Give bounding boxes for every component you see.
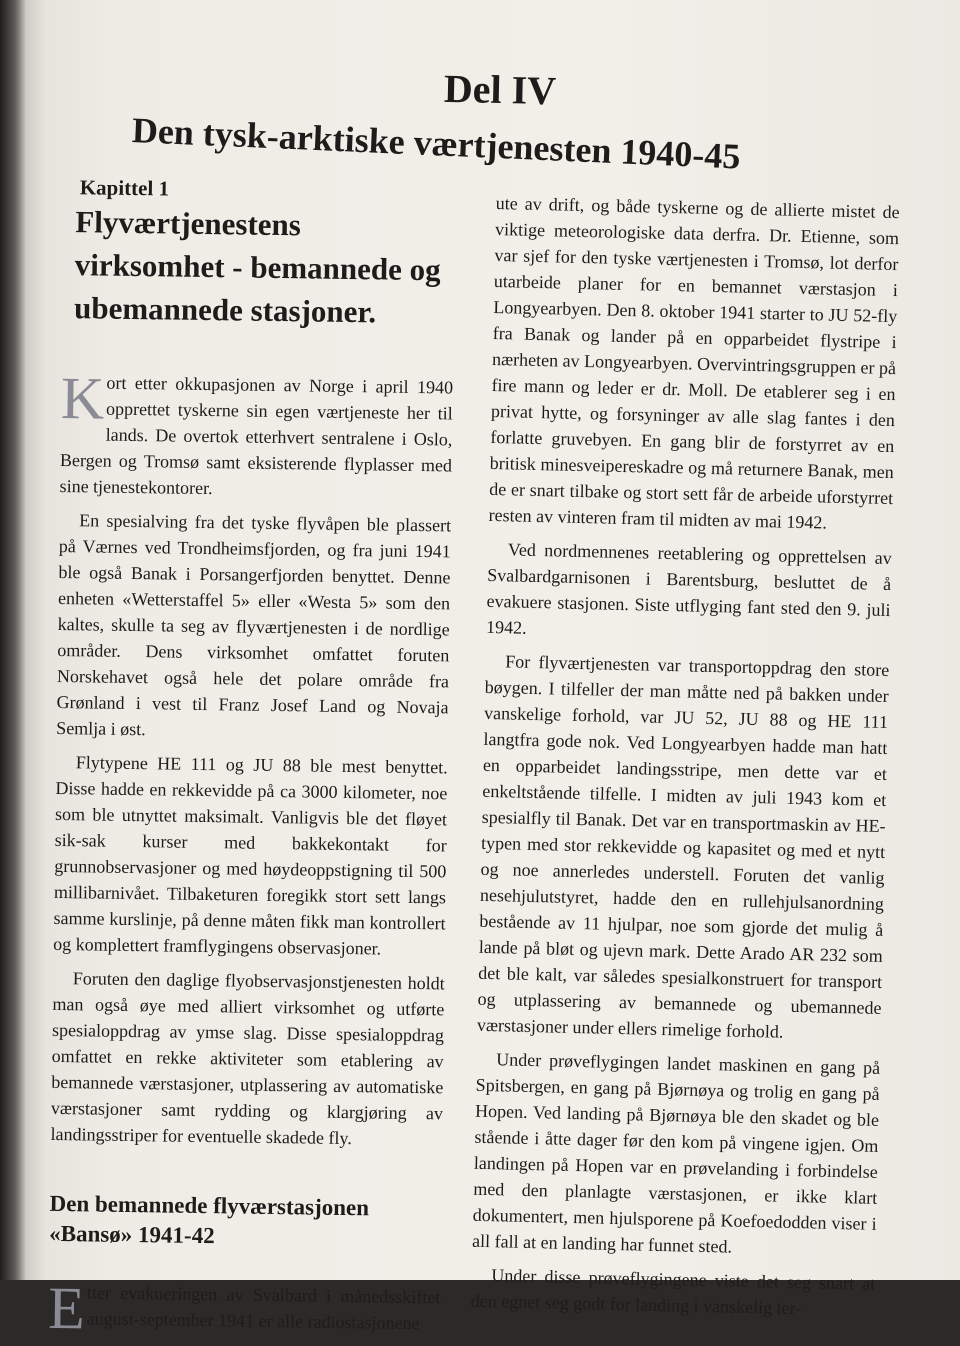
right-column xyxy=(470,190,900,1331)
part-title: Del IV xyxy=(443,65,557,114)
paragraph: For flyværtjenesten var transportoppdrag den store bøygen. I tilfeller der man måtte ned på bakken under vanskelige forhold, var JU 52, JU 88 og HE 111 langtfra gode nok. Ved Longyearbyen hadde man hatt en opparbeidet landingsstripe, men dette var et enkeltstående tilfelle. I midten av juli 1943 kom et spesialfly til Banak. Det var en transportmaskin av HE-typen med stor rekkevidde og kapasitet og med et nytt og noe annerledes understell. Foruten det vanlig nesehjulutstyret, hadde den en rullehjulsanordning bestående av 11 hjulpar, noe som gjorde det mulig å lande på bløt og ujevn mark. Dette Arado AR 232 som det ble kalt, var således spesialkonstruert for transport og utplassering av bemannede og ubemannede værstasjoner under ellers rimelige forhold. xyxy=(476,651,890,1042)
subsection-heading: Den bemannede flyværstasjonen «Bansø» 1941-42 xyxy=(49,1190,370,1249)
paragraph: Under prøveflygingen landet maskinen en gang på Spitsbergen, en gang på Bjørnøya og trolig en gang på Hopen. Ved landing på Bjørnøya ble den skadet og ble stående i åtte dager før den kom på vingene igjen. Om landingen på Hopen var en prøvelanding i forbindelse med den planlagte værstasjonen, er ikke klart dokumentert, men hjulsporene på Koefoedodden viser i all fall at en landing har funnet sted. xyxy=(471,1049,881,1257)
paragraph: En spesialving fra det tyske flyvåpen ble plassert på Værnes ved Trondheimsfjorden, og fra juni 1941 ble også Banak i Porsangerfjorden benyttet. Denne enheten «Wetterstaffel 5» eller «Westa 5» som den kaltes, skulle ta seg av flyværtjenesten i de nordlige områder. Dens virksomhet omfattet foruten Norskehavet også hele det polare område fra Grønland i vest til Franz Josef Land og Novaja Semlja i øst. xyxy=(56,510,452,740)
paragraph-text: ort etter okkupasjonen av Norge i april 1940 opprettet tyskerne sin egen værtjeneste her til lands. De overtok etterhvert sentralene i Oslo, Bergen og Tromsø samt eksisterende flyplasser med sine tjenestekontorer. xyxy=(59,372,454,499)
section-title: Den tysk-arktiske værtjenesten 1940-45 xyxy=(131,110,742,177)
paragraph: Under disse prøveflygingene viste det seg snart at den egnet seg godt for landing i vanskelig ter- xyxy=(470,1265,876,1319)
drop-cap: K xyxy=(60,364,105,432)
paragraph: ute av drift, og både tyskerne og de allierte mistet de viktige meteorologiske data derfra. Dr. Etienne, som var sjef for den tyske værtjenesten i Tromsø, lot derfor utarbeide planer for en bemannet værstasjon i Longyearbyen. Den 8. oktober 1941 starter to JU 52-fly fra Banak og lander på en opparbeidet flystripe i nærheten av Longyearbyen. Overvintringsgruppen er på fire mann og leder er dr. Moll. De etablerer seg i en privat hytte, og forsyninger av alle slag fantes i den forlatte gruvebyen. En gang blir de forstyrret av en britisk minesveipereskadre og må returnere Banak, men de er snart tilbake og stort sett får de arbeide uforstyrret resten av vinteren fram til midten av mai 1942. xyxy=(488,192,900,533)
chapter-label: Kapittel 1 xyxy=(79,175,170,201)
paragraph: Foruten den daglige flyobservasjonstjenesten holdt man også øye med alliert virksomhet og utførte spesialoppdrag av ymse slag. Disse spesialoppdrag omfattet en rekke aktiviteter som etablering av bemannede værstasjoner, utplassering av automatiske værstasjoner samt rydding og klargjøring av landingsstriper for eventuelle skadede fly. xyxy=(50,968,445,1149)
drop-cap: E xyxy=(47,1274,86,1342)
book-gutter-shadow xyxy=(0,0,26,1280)
paragraph xyxy=(47,1274,441,1342)
chapter-title: Flyværtjenestens virksomhet - bemannede og ubemannede stasjoner. xyxy=(73,204,441,330)
paragraph: Flytypene HE 111 og JU 88 ble mest benyttet. Disse hadde en rekkevidde på ca 3000 kilometer, noe som ble utnyttet maksimalt. Vanligvis ble det fløyet sik-sak kurser med bakkekontakt for grunnobservasjoner og med høydeoppstigning til 500 millibarnivået. Tilbaketuren foregikk stort sett langs samme kurslinje, på denne måten fikk man kontrollert og komplettert framflygingens observasjoner. xyxy=(53,752,448,959)
paragraph: Ved nordmennenes reetablering og opprettelsen av Svalbardgarnisonen i Barentsburg, besluttet de å evakuere stasjonen. Siste utflyging fant sted den 9. juli 1942. xyxy=(485,539,892,638)
left-column xyxy=(48,174,456,1344)
paragraph-text: tter evakueringen av Svalbard i månedsskiftet august-september 1941 er alle radiostasjonene xyxy=(86,1282,441,1334)
paragraph xyxy=(59,364,454,504)
